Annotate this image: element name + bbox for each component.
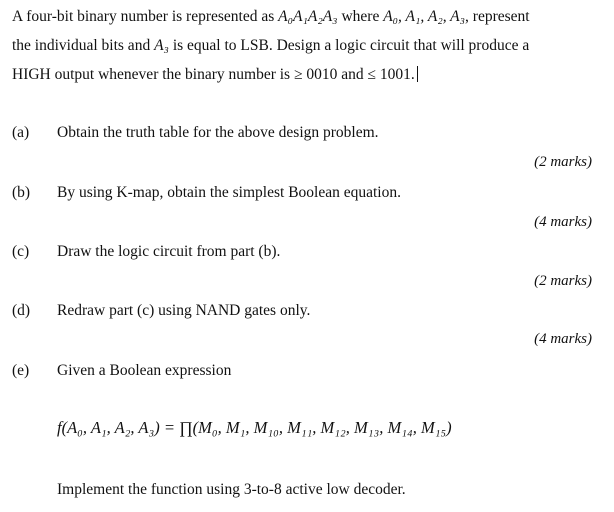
question-c-text: Draw the logic circuit from part (b). xyxy=(57,243,281,260)
question-d-marks: (4 marks) xyxy=(534,331,592,347)
question-c-marks: (2 marks) xyxy=(534,273,592,289)
binary-number-variables: A₀A₁A₂A₃ xyxy=(278,8,338,25)
intro-where: where xyxy=(337,8,384,25)
question-e-text: Given a Boolean expression xyxy=(57,362,232,379)
question-b-label: (b) xyxy=(12,184,31,201)
question-a-marks: (2 marks) xyxy=(534,154,592,170)
question-e-label: (e) xyxy=(12,362,30,379)
question-b-marks: (4 marks) xyxy=(534,214,592,230)
text-cursor xyxy=(417,66,418,82)
intro-line-2-end: is equal to LSB. Design a logic circuit that will produce a xyxy=(168,37,530,54)
intro-line-1 xyxy=(12,8,530,26)
question-c-label: (c) xyxy=(12,243,30,260)
question-a-text: Obtain the truth table for the above design problem. xyxy=(57,124,379,141)
intro-line-1-start: A four-bit binary number is represented as xyxy=(12,8,279,25)
intro-line-2 xyxy=(12,37,529,55)
intro-line-1-end: , represent xyxy=(465,8,530,25)
intro-line-2-start: the individual bits and xyxy=(12,37,155,54)
lsb-variable: A₃ xyxy=(154,37,169,54)
intro-line-3 xyxy=(12,66,418,84)
bit-variable-list: A₀, A₁, A₂, A₃ xyxy=(383,8,466,25)
boolean-expression: f(A₀, A₁, A₂, A₃) = ∏(M₀, M₁, M₁₀, M₁₁, M₁₂, M₁₃, M₁₄, M₁₅) xyxy=(57,418,452,437)
question-d-label: (d) xyxy=(12,302,31,319)
decoder-instruction: Implement the function using 3-to-8 active low decoder. xyxy=(57,481,406,498)
question-a-label: (a) xyxy=(12,124,30,141)
intro-line-3-text: HIGH output whenever the binary number is ≥ 0010 and ≤ 1001. xyxy=(12,66,415,83)
question-b-text: By using K-map, obtain the simplest Boolean equation. xyxy=(57,184,401,201)
question-d-text: Redraw part (c) using NAND gates only. xyxy=(57,302,311,319)
